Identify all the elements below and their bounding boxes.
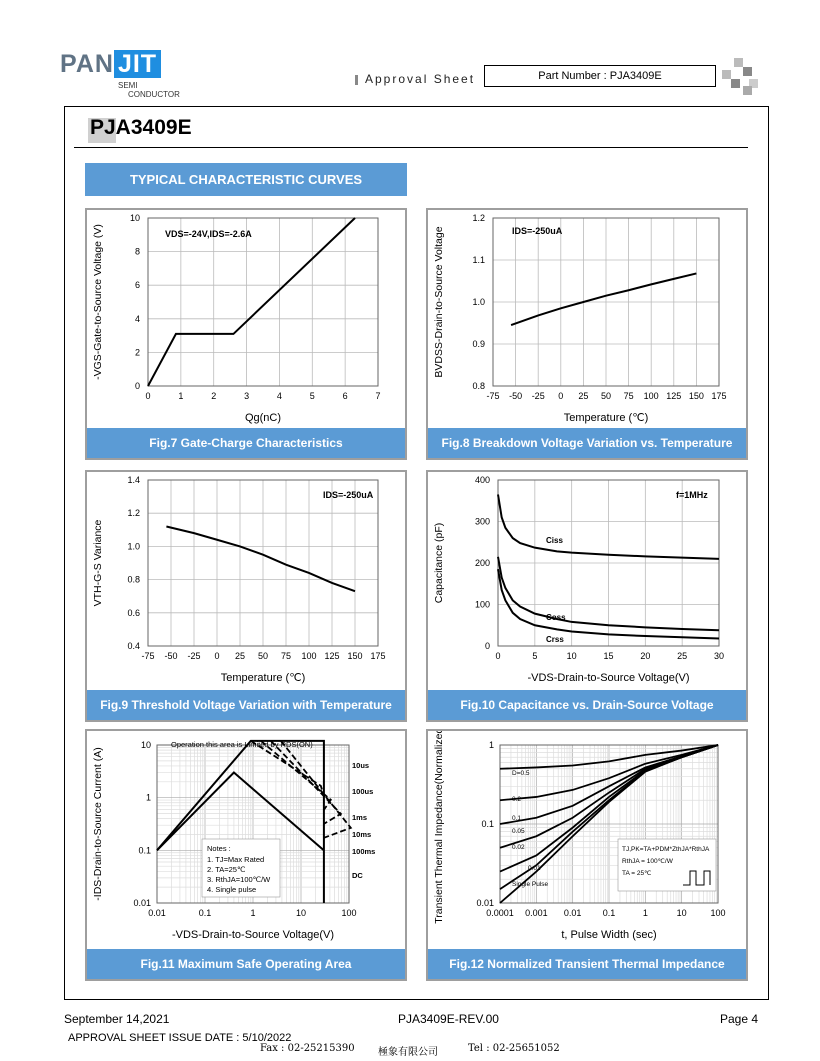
vth-line — [166, 526, 355, 591]
logo-sub1: SEMI — [118, 81, 138, 90]
footer-date: September 14,2021 — [64, 1012, 170, 1026]
x-tick-label: 125 — [324, 651, 340, 661]
fig7-panel — [85, 208, 407, 460]
soa-pulse-line — [261, 741, 331, 810]
x-tick-label: 20 — [640, 651, 651, 661]
formula-line: TJ,PK=TA+PDM*ZthJA*RthJA — [622, 846, 710, 853]
duty-label: 0.1 — [512, 815, 522, 822]
footer-rev: PJA3409E-REV.00 — [398, 1012, 499, 1026]
x-tick-label: -75 — [141, 651, 155, 661]
y-tick-label: 300 — [474, 516, 490, 527]
x-tick-label: 100 — [341, 908, 357, 918]
y-tick-label: 1 — [145, 792, 151, 803]
x-tick-label: -25 — [187, 651, 201, 661]
footer-company: 極象有限公司 — [378, 1047, 438, 1058]
x-tick-label: 0.1 — [198, 908, 212, 918]
x-tick-label: 175 — [370, 651, 386, 661]
note-line: 1. TJ=Max Rated — [207, 855, 265, 864]
fig12-panel — [426, 729, 748, 981]
duty-label: 0.01 — [528, 865, 541, 872]
duty-label: 0.02 — [512, 844, 525, 851]
x-axis-label: -VDS-Drain-to-Source Voltage(V) — [527, 672, 690, 684]
fig12-chart — [428, 731, 746, 949]
fig11-chart — [87, 731, 405, 949]
x-tick-label: 0.01 — [148, 908, 166, 918]
part-number-box: Part Number : PJA3409E — [484, 65, 716, 87]
x-tick-label: 6 — [342, 391, 348, 401]
y-axis-label: Capacitance (pF) — [433, 522, 445, 604]
checker-pattern-icon — [722, 58, 762, 98]
fig7-chart — [87, 210, 405, 428]
y-tick-label: 4 — [134, 313, 140, 324]
y-axis-label: BVDSS-Drain-to-Source Voltage — [433, 226, 445, 378]
y-axis-label: Transient Thermal Impedance(Normalized) — [433, 731, 445, 924]
x-tick-label: 10 — [295, 908, 307, 918]
x-tick-label: 2 — [211, 391, 217, 401]
x-axis-label: -VDS-Drain-to-Source Voltage(V) — [171, 929, 335, 941]
x-tick-label: -50 — [164, 651, 178, 661]
fig9-caption: Fig.9 Threshold Voltage Variation with Temperature — [87, 690, 405, 720]
fig7-caption: Fig.7 Gate-Charge Characteristics — [87, 428, 405, 458]
y-tick-label: 0.4 — [127, 641, 140, 651]
x-tick-label: 0.1 — [602, 908, 616, 918]
x-tick-label: 100 — [710, 908, 726, 918]
y-axis-label: -IDS-Drain-to-Source Current (A) — [92, 747, 104, 901]
x-tick-label: 25 — [234, 651, 246, 661]
note-line: 3. RthJA=100℃/W — [207, 875, 271, 884]
x-tick-label: -75 — [486, 391, 500, 401]
x-tick-label: 7 — [375, 391, 381, 401]
bvdss-line — [511, 273, 696, 325]
x-tick-label: 50 — [257, 651, 269, 661]
x-tick-label: 4 — [276, 391, 282, 401]
footer-tel: Tel : 02-25651052 — [468, 1043, 560, 1054]
footer-fax: Fax : 02-25215390 — [260, 1043, 355, 1054]
y-tick-label: 0.8 — [472, 381, 485, 391]
duty-label: 0.05 — [512, 828, 525, 835]
soa-curve-label: 1ms — [352, 813, 368, 822]
fig10-panel — [426, 470, 748, 722]
y-tick-label: 0.1 — [138, 845, 151, 856]
y-tick-label: 0.8 — [127, 574, 140, 585]
x-tick-label: 75 — [280, 651, 292, 661]
footer-page: Page 4 — [720, 1012, 759, 1026]
footer-issue-date: APPROVAL SHEET ISSUE DATE : 5/10/2022 — [68, 1032, 292, 1044]
y-tick-label: 0 — [484, 641, 490, 651]
x-tick-label: 0.01 — [563, 908, 582, 918]
y-tick-label: 1.2 — [127, 508, 140, 519]
x-tick-label: 3 — [244, 391, 250, 401]
x-tick-label: 5 — [309, 391, 315, 401]
x-tick-label: 10 — [676, 908, 687, 918]
x-tick-label: 25 — [677, 651, 688, 661]
note-line: 4. Single pulse — [207, 885, 257, 894]
y-tick-label: 1 — [488, 740, 494, 750]
y-tick-label: 0.01 — [133, 898, 151, 908]
y-tick-label: 10 — [140, 740, 151, 750]
x-tick-label: 1 — [178, 391, 184, 401]
fig12-caption: Fig.12 Normalized Transient Thermal Impedance — [428, 949, 746, 979]
duty-label: Single Pulse — [512, 881, 549, 888]
x-tick-label: 15 — [603, 651, 614, 661]
fig8-panel — [426, 208, 748, 460]
y-tick-label: 200 — [474, 558, 490, 568]
x-tick-label: 0.0001 — [486, 908, 514, 918]
y-tick-label: 1.4 — [127, 475, 140, 485]
y-axis-label: -VGS-Gate-to-Source Voltage (V) — [92, 224, 104, 380]
fig10-caption: Fig.10 Capacitance vs. Drain-Source Voltage — [428, 690, 746, 720]
y-axis-label: VTH-G-S Variance — [92, 519, 104, 607]
x-axis-label: Temperature (℃) — [563, 412, 649, 424]
logo-sub2: CONDUCTOR — [128, 90, 180, 99]
x-axis-label: Temperature (℃) — [220, 672, 306, 684]
duty-label: 0.2 — [512, 796, 522, 803]
formula-line: TA = 25℃ — [622, 870, 652, 877]
y-tick-label: 1.2 — [472, 213, 485, 223]
y-tick-label: 8 — [134, 246, 140, 257]
y-tick-label: 400 — [474, 475, 490, 485]
y-tick-label: 0.1 — [481, 819, 494, 829]
x-axis-label: t, Pulse Width (sec) — [561, 929, 657, 941]
x-tick-label: 50 — [600, 391, 612, 401]
x-tick-label: -25 — [531, 391, 545, 401]
fig9-panel — [85, 470, 407, 722]
y-tick-label: 0.6 — [127, 607, 140, 618]
x-tick-label: 175 — [711, 391, 727, 401]
x-tick-label: 75 — [623, 391, 634, 401]
note-line: 2. TA=25℃ — [207, 865, 246, 874]
soa-curve-label: 10ms — [352, 830, 372, 839]
soa-curve-label: DC — [352, 871, 363, 880]
y-tick-label: 0 — [134, 381, 140, 391]
fig11-panel — [85, 729, 407, 981]
notes-title: Notes : — [207, 844, 231, 853]
y-tick-label: 1.0 — [472, 297, 485, 307]
plot-border — [148, 218, 378, 386]
gate-charge-line — [148, 218, 355, 386]
x-tick-label: 0 — [495, 651, 501, 661]
duty-label: D=0.5 — [512, 770, 530, 777]
x-tick-label: 100 — [301, 651, 317, 661]
approval-sheet-label: Approval Sheet — [365, 72, 476, 86]
approval-marker — [355, 75, 358, 85]
y-tick-label: 100 — [474, 599, 490, 610]
y-tick-label: 6 — [134, 280, 140, 291]
crss-label: Crss — [546, 635, 564, 644]
x-axis-label: Qg(nC) — [244, 412, 282, 424]
x-tick-label: 1 — [250, 908, 256, 918]
ciss-label: Ciss — [546, 536, 563, 545]
x-tick-label: 0 — [145, 391, 151, 401]
x-tick-label: 0 — [214, 651, 220, 661]
x-tick-label: 25 — [578, 391, 589, 401]
soa-curve-label: 100us — [352, 787, 374, 796]
fig10-annotation: f=1MHz — [676, 490, 708, 500]
formula-line: RthJA = 100℃/W — [622, 858, 673, 865]
y-tick-label: 2 — [134, 347, 140, 358]
y-tick-label: 0.9 — [472, 339, 485, 349]
page-title: PJA3409E — [90, 116, 192, 139]
x-tick-label: 150 — [347, 651, 363, 661]
y-tick-label: 10 — [129, 213, 140, 223]
fig8-chart — [428, 210, 746, 428]
x-tick-label: 30 — [713, 651, 725, 661]
fig11-annotation: Operation this area is Limited by RDS(ON) — [171, 740, 313, 749]
x-tick-label: 10 — [566, 651, 577, 661]
fig8-annotation: IDS=-250uA — [512, 226, 563, 236]
soa-curve-label: 100ms — [352, 847, 376, 856]
x-tick-label: 5 — [532, 651, 538, 661]
x-tick-label: 0 — [558, 391, 564, 401]
coss-label: Coss — [546, 613, 566, 622]
x-tick-label: 0.001 — [525, 908, 548, 918]
panjit-logo — [60, 50, 185, 105]
y-tick-label: 1.0 — [127, 541, 140, 552]
x-tick-label: 150 — [688, 391, 704, 401]
x-tick-label: 100 — [643, 391, 659, 401]
logo-text-left: PAN — [60, 50, 114, 78]
x-tick-label: 1 — [642, 908, 648, 918]
y-tick-label: 1.1 — [472, 255, 485, 265]
x-tick-label: -50 — [509, 391, 523, 401]
x-tick-label: 125 — [666, 391, 682, 401]
fig11-caption: Fig.11 Maximum Safe Operating Area — [87, 949, 405, 979]
section-title: TYPICAL CHARACTERISTIC CURVES — [85, 163, 407, 196]
fig7-annotation: VDS=-24V,IDS=-2.6A — [165, 229, 252, 239]
fig8-caption: Fig.8 Breakdown Voltage Variation vs. Temperature — [428, 428, 746, 458]
soa-curve-label: 10us — [352, 761, 370, 770]
logo-text-right: JIT — [114, 50, 161, 78]
fig10-chart — [428, 472, 746, 690]
y-tick-label: 0.01 — [476, 898, 494, 908]
fig9-chart — [87, 472, 405, 690]
fig9-annotation: IDS=-250uA — [323, 490, 374, 500]
